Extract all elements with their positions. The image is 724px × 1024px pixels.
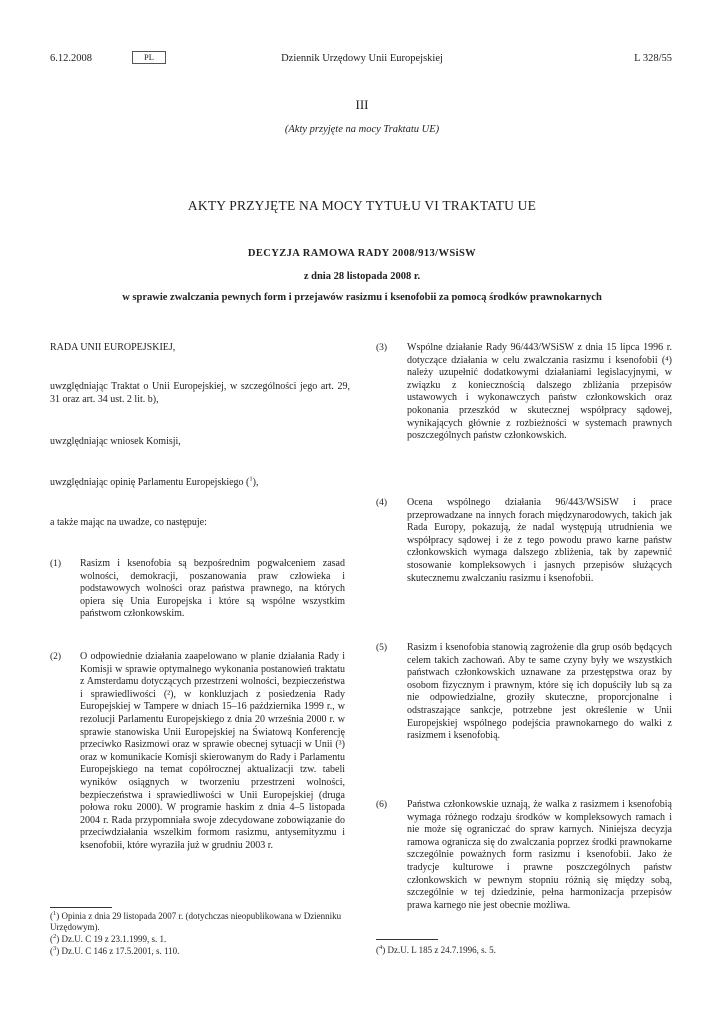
section-subtitle: (Akty przyjęte na mocy Traktatu UE) xyxy=(284,124,440,135)
footnote-divider xyxy=(50,907,112,908)
acts-title: AKTY PRZYJĘTE NA MOCY TYTUŁU VI TRAKTATU UE xyxy=(187,198,537,213)
page-reference: L 328/55 xyxy=(634,53,672,64)
recital-number: (6) xyxy=(376,800,388,810)
decision-subject: w sprawie zwalczania pewnych form i przejawów rasizmu i ksenofobii za pomocą środków prawnokarnych xyxy=(122,292,602,303)
recital-text: Ocena wspólnego działania 96/443/WSiSW i prace przeprowadzane na innych forach międzynarodowych, takich jak Rada Europy, pokazują, że nadal występują utrudnienia we współpracy sądowej i że z tego powodu prawo karne państw członkowskich wymaga dalszego zbliżenia, tak by zapewnić stosowanie kompleksowych i jasnych przepisów służących skutecznemu zwalczaniu rasizmu i ksenofobii. xyxy=(407,497,672,584)
preamble-parliament-text: uwzględniając opinię Parlamentu Europejskiego ( xyxy=(50,477,250,488)
language-badge: PL xyxy=(132,51,166,64)
recital-text: Rasizm i ksenofobia stanowią zagrożenie dla grup osób będących celem takich zachowań. Aby te same czyny były we wszystkich państwach członkowskich uznawane za przestępstwa oraz by osobom fizycznym i prawnym, które się ich dopuściły lub są za nie odpowiedzialne, groziły skuteczne, proporcjonalne i odstraszające sankcje, potrzebne jest określenie w Unii Europejskiej wspólnego podejścia prawnokarnego do walki z rasizmem i ksenofobią. xyxy=(407,642,672,742)
journal-title: Dziennik Urzędowy Unii Europejskiej xyxy=(281,53,443,64)
footnote-1: ($^1$) Opinia z dnia 29 listopada 2007 r. (dotychczas nieopublikowana w Dzienniku Urzędowym). xyxy=(50,910,342,932)
decision-title: DECYZJA RAMOWA RADY 2008/913/WSiSW xyxy=(247,248,477,259)
footnote-mark: 1 xyxy=(53,910,57,917)
footnote-text: Opinia z dnia 29 listopada 2007 r. (dotychczas nieopublikowana w Dzienniku Urzędowym). xyxy=(50,911,342,932)
recital-text: Rasizm i ksenofobia są bezpośrednim pogwałceniem zasad wolności, demokracji, poszanowania praw człowieka i podstawowych wolności oraz państwa prawnego, na których opiera się Unia Europejska i które są wspólne wszystkim państwom członkowskim. xyxy=(80,558,345,620)
footnote-ref: 1 xyxy=(249,475,253,483)
footnote-3: ($^3$) Dz.U. C 146 z 17.5.2001, s. 110. xyxy=(50,945,180,956)
footnote-mark: 3 xyxy=(53,945,57,952)
preamble-council: RADA UNII EUROPEJSKIEJ, xyxy=(50,342,176,353)
footnote-text: Dz.U. C 146 z 17.5.2001, s. 110. xyxy=(61,946,180,956)
section-number: III xyxy=(355,97,369,112)
recital-text: Wspólne działanie Rady 96/443/WSiSW z dnia 15 lipca 1996 r. dotyczące działania w celu zwalczania rasizmu i ksenofobii (⁴) należy uzupełnić dodatkowymi działaniami legislacyjnymi, w związku z koniecznością dalszego zbliżania przepisów ustawowych i wykonawczych państw członkowskich oraz pokonania przeszkód w skutecznej współpracy sądowej, wynikających głównie z rozbieżności w systemach prawnych poszczególnych państw członkowskich. xyxy=(407,342,672,442)
footnote-text: Dz.U. C 19 z 23.1.1999, s. 1. xyxy=(61,934,167,944)
recital-text: O odpowiednie działania zaapelowano w planie działania Rady i Komisji w sprawie optymalnego wykonania postanowień traktatu z Amsterdamu dotyczących przestrzeni wolności, bezpieczeństwa i sprawiedliwości (²), w konkluzjach z posiedzenia Rady Europejskiej w Tampere w dniach 15–16 października 1999 r., w rezolucji Parlamentu Europejskiego z dnia 20 września 2000 r. w sprawie stanowiska Unii Europejskiej na Światową Konferencję przeciwko Rasizmowi oraz w sprawie obecnej sytuacji w Unii (³) oraz w komunikacie Komisji skierowanym do Rady i Parlamentu Europejskiego na temat copółrocznej aktualizacji tzw. tabeli wyników osiągnych w tworzeniu przestrzeni wolności, bezpieczeństwa i sprawiedliwości w Unii Europejskiej (druga połowa roku 2000). W programie haskim z dnia 4–5 listopada 2004 r. Rada przypomniała swoje zdecydowane zobowiązanie do przeciwdziałania wszelkim formom rasizmu, antysemityzmu i ksenofobii, które wyraziła już w grudniu 2003 r. xyxy=(80,651,345,851)
footnote-text: Dz.U. L 185 z 24.7.1996, s. 5. xyxy=(387,945,496,955)
preamble-commission: uwzględniając wniosek Komisji, xyxy=(50,436,181,447)
decision-date: z dnia 28 listopada 2008 r. xyxy=(303,271,421,282)
footnote-2: ($^2$) Dz.U. C 19 z 23.1.1999, s. 1. xyxy=(50,933,167,944)
footnote-mark: 2 xyxy=(53,933,57,940)
footnote-4: ($^4$) Dz.U. L 185 z 24.7.1996, s. 5. xyxy=(376,944,496,955)
preamble-parliament-end: ), xyxy=(252,477,259,488)
preamble-treaty: uwzględniając Traktat o Unii Europejskiej, w szczególności jego art. 29, 31 oraz art. 34 ust. 2 lit. b), xyxy=(50,381,350,405)
footnote-mark: 4 xyxy=(379,944,383,951)
recital-text: Państwa członkowskie uznają, że walka z rasizmem i ksenofobią wymaga różnego rodzaju środków w kompleksowych ramach i nie może się ograniczać do spraw karnych. Niniejsza decyzja ramowa ogranicza się do zwalczania poprzez środki prawnokarne szczególnie poważnych form rasizmu i ksenofobii. Jako że tradycje kulturowe i prawne poszczególnych państw członkowskich w pewnym stopniu różnią się między sobą, szczególnie w tej dziedzinie, pełna harmonizacja przepisów prawa karnego nie jest obecnie możliwa. xyxy=(407,799,672,911)
recital-number: (3) xyxy=(376,343,388,353)
footnote-divider xyxy=(376,939,438,940)
recital-number: (4) xyxy=(376,498,388,508)
recital-number: (2) xyxy=(50,652,62,662)
preamble-whereas: a także mając na uwadze, co następuje: xyxy=(50,517,207,528)
header-date: 6.12.2008 xyxy=(50,53,92,64)
recital-number: (5) xyxy=(376,643,388,653)
preamble-parliament xyxy=(50,477,350,490)
recital-number: (1) xyxy=(50,559,62,569)
